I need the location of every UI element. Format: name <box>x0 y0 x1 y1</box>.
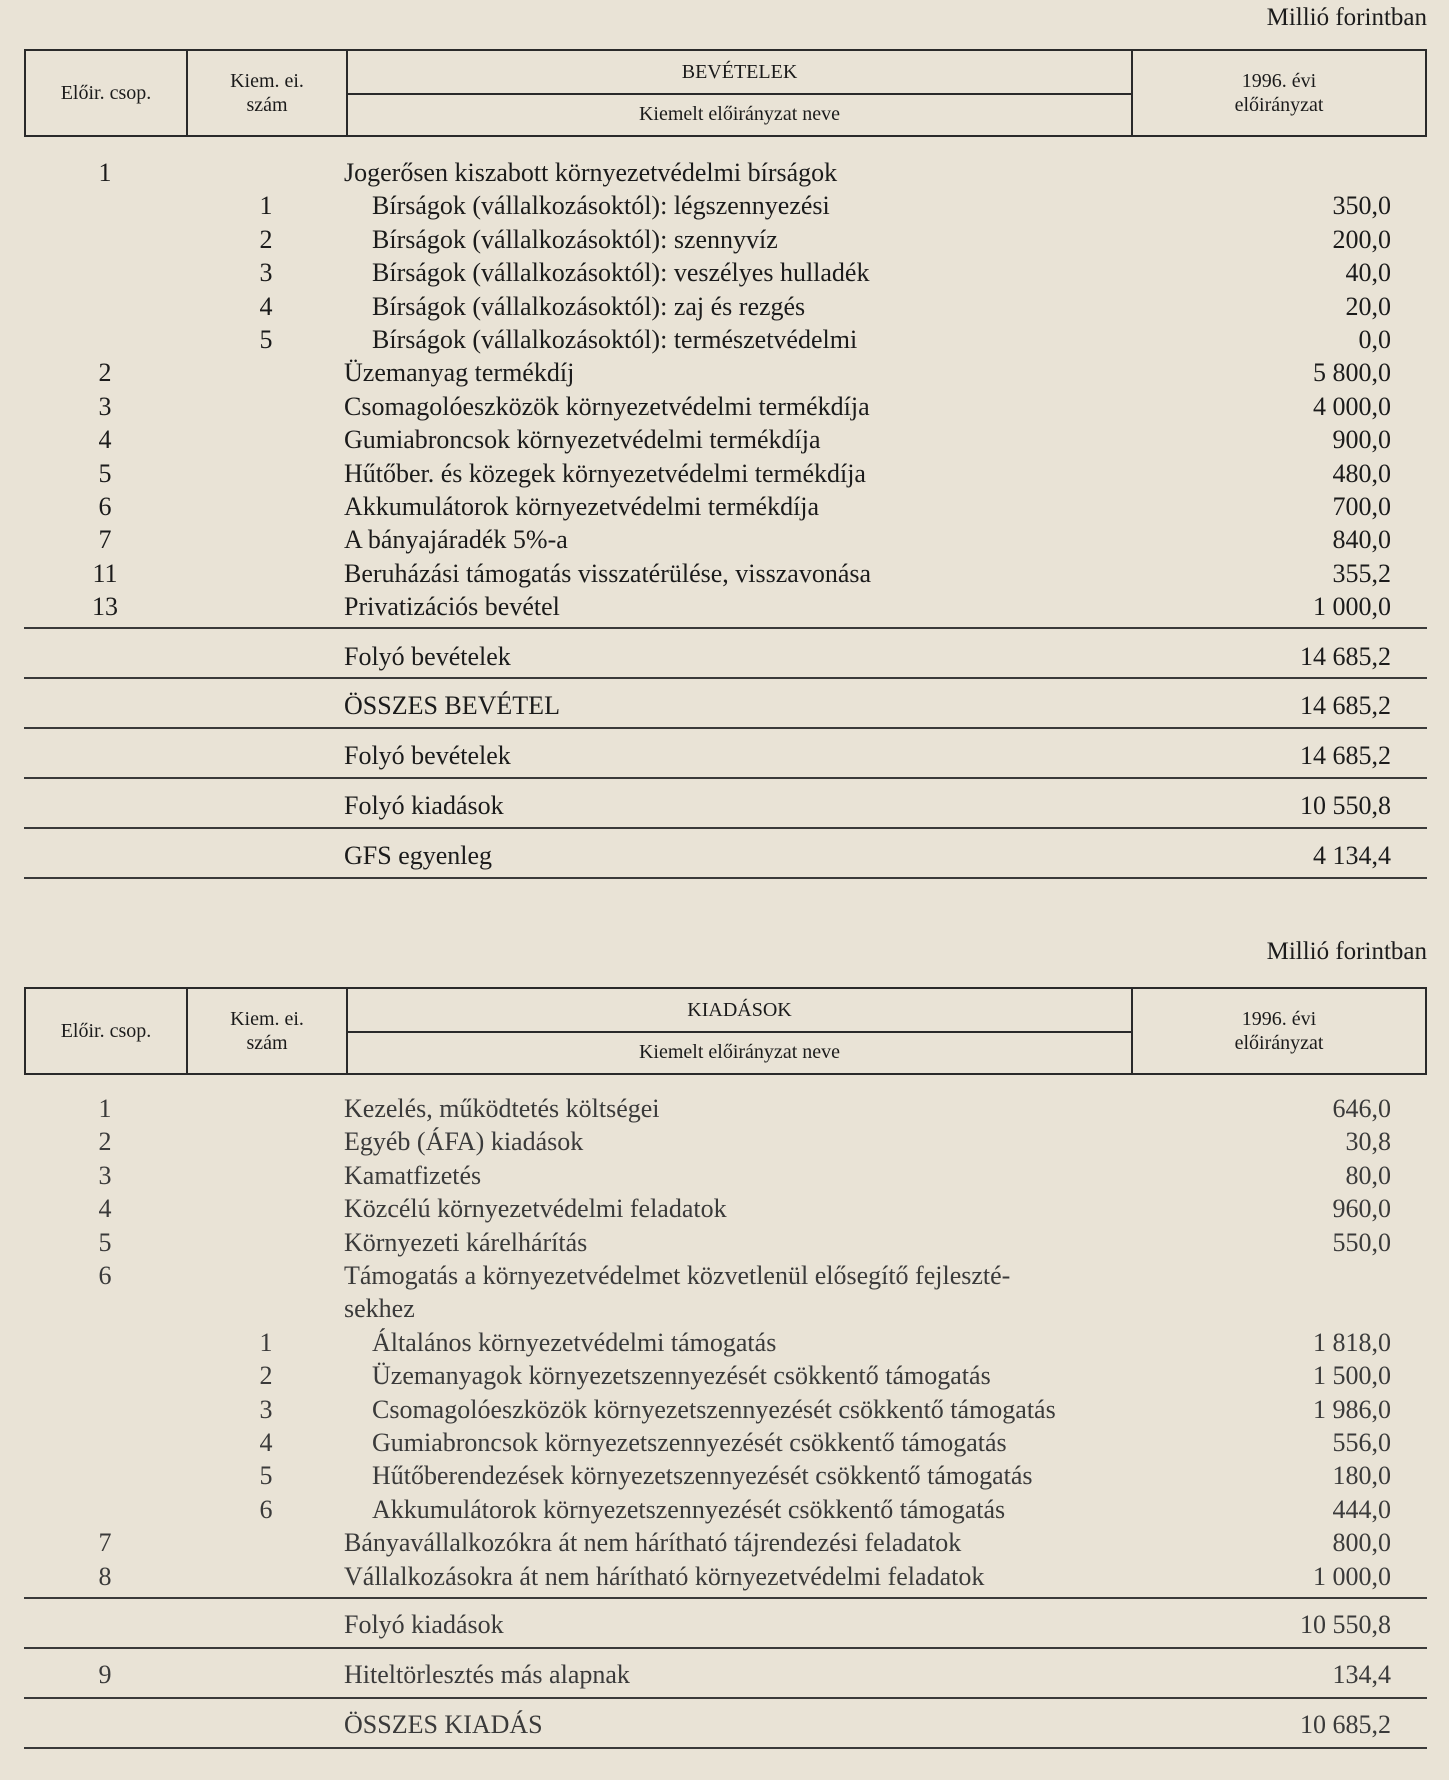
row-value: 10 550,8 <box>1300 1610 1391 1639</box>
unit-label: Millió forintban <box>1266 4 1427 31</box>
row-sub-number: 2 <box>259 1361 273 1391</box>
row-name: Támogatás a környezetvédelmet közvetlenül elősegítő fejleszté- <box>344 1261 1011 1290</box>
row-value: 444,0 <box>1332 1494 1391 1524</box>
row-value: 960,0 <box>1332 1194 1391 1224</box>
unit-label: Millió forintban <box>1266 938 1427 965</box>
row-name: Akkumulátorok környezetszennyezését csökkentő támogatás <box>372 1494 1006 1524</box>
row-name: Privatizációs bevétel <box>344 592 560 622</box>
row-group-number: 2 <box>98 358 112 388</box>
rule-line <box>24 777 1427 779</box>
table-row <box>24 457 1427 490</box>
row-group-number: 1 <box>98 158 112 187</box>
table-row <box>24 1493 1427 1526</box>
table-row <box>24 839 1427 872</box>
rule-line <box>24 1647 1427 1649</box>
row-name: Csomagolóeszközök környezetvédelmi termékdíja <box>344 391 870 421</box>
row-name: ÖSSZES BEVÉTEL <box>344 691 560 720</box>
row-name: Gumiabroncsok környezetvédelmi termékdíja <box>344 425 821 455</box>
table-row <box>24 1608 1427 1641</box>
row-value: 0,0 <box>1358 325 1391 354</box>
row-value: 10 685,2 <box>1300 1710 1391 1739</box>
row-value: 1 000,0 <box>1313 1561 1391 1591</box>
table-row <box>24 390 1427 423</box>
row-sub-number: 3 <box>259 1394 273 1424</box>
row-name: Vállalkozásokra át nem hárítható környezetvédelmi feladatok <box>344 1561 985 1591</box>
row-value: 800,0 <box>1332 1528 1391 1558</box>
row-name: Bírságok (vállalkozásoktól): zaj és rezgés <box>372 291 806 321</box>
row-sub-number: 4 <box>259 1428 273 1457</box>
table-row <box>24 1708 1427 1741</box>
row-name: Folyó kiadások <box>344 791 504 820</box>
row-group-number: 4 <box>98 425 112 455</box>
row-name: A bányajáradék 5%-a <box>344 525 568 555</box>
row-value: 550,0 <box>1332 1227 1391 1257</box>
row-value: 1 000,0 <box>1313 592 1391 622</box>
row-group-number: 8 <box>98 1561 112 1591</box>
row-sub-number: 5 <box>259 325 273 354</box>
rule-line <box>24 827 1427 829</box>
row-group-number: 2 <box>98 1127 112 1157</box>
rule-line <box>24 877 1427 879</box>
row-name: Csomagolóeszközök környezetszennyezését csökkentő támogatás <box>372 1394 1056 1424</box>
row-group-number: 13 <box>92 592 118 622</box>
header-value-col <box>1133 51 1425 135</box>
row-value: 480,0 <box>1332 458 1391 488</box>
expenditure-table-header <box>24 987 1427 1075</box>
header-name: Kiemelt előirányzat neve <box>638 102 840 125</box>
row-name: Gumiabroncsok környezetszennyezését csökkentő támogatás <box>372 1428 1007 1457</box>
table-row <box>24 1125 1427 1158</box>
row-group-number: 5 <box>98 1227 112 1257</box>
row-name: Bányavállalkozókra át nem hárítható tájrendezési feladatok <box>344 1528 962 1558</box>
row-name: ÖSSZES KIADÁS <box>344 1710 543 1739</box>
row-group-number: 4 <box>98 1194 112 1224</box>
row-name: Bírságok (vállalkozásoktól): szennyvíz <box>372 224 778 254</box>
rule-line <box>24 727 1427 729</box>
row-name: Bírságok (vállalkozásoktól): veszélyes hulladék <box>372 258 870 288</box>
row-value: 1 986,0 <box>1313 1394 1391 1424</box>
table-row <box>24 1526 1427 1559</box>
header-sub-col <box>188 989 348 1073</box>
row-name: Környezeti kárelhárítás <box>344 1227 588 1257</box>
row-value: 14 685,2 <box>1300 741 1391 770</box>
row-value: 134,4 <box>1332 1660 1391 1689</box>
row-sub-number: 5 <box>259 1461 273 1491</box>
table-row <box>24 1192 1427 1225</box>
table-row <box>24 256 1427 289</box>
row-value: 30,8 <box>1345 1127 1391 1157</box>
table-row <box>24 689 1427 722</box>
header-value-line2: előirányzat <box>1234 94 1324 116</box>
header-value-line1: 1996. évi <box>1241 1008 1317 1030</box>
table-row <box>24 290 1427 323</box>
row-group-number: 3 <box>98 1160 112 1190</box>
rule-line <box>24 627 1427 629</box>
table-row <box>24 1560 1427 1593</box>
row-sub-number: 4 <box>259 291 273 321</box>
row-name: Üzemanyag termékdíj <box>344 358 575 388</box>
row-name: Akkumulátorok környezetvédelmi termékdíja <box>344 492 820 521</box>
table-row <box>24 1459 1427 1492</box>
revenue-table-header <box>24 49 1427 137</box>
row-group-number: 7 <box>98 525 112 555</box>
row-name: Közcélú környezetvédelmi feladatok <box>344 1194 727 1224</box>
row-name: Hiteltörlesztés más alapnak <box>344 1660 630 1689</box>
row-group-number: 6 <box>98 1261 112 1290</box>
row-value: 556,0 <box>1332 1428 1391 1457</box>
row-name: Kamatfizetés <box>344 1160 482 1190</box>
row-value: 180,0 <box>1332 1461 1391 1491</box>
row-group-number: 11 <box>92 558 118 588</box>
row-group-number: 5 <box>98 458 112 488</box>
row-name: Beruházási támogatás visszatérülése, visszavonása <box>344 558 872 588</box>
row-group-number: 9 <box>98 1660 112 1689</box>
row-name: Bírságok (vállalkozásoktól): légszennyezési <box>372 191 830 221</box>
table-row <box>24 1092 1427 1125</box>
row-value: 900,0 <box>1332 425 1391 455</box>
row-value: 5 800,0 <box>1313 358 1391 388</box>
row-value: 646,0 <box>1332 1094 1391 1123</box>
table-row <box>24 523 1427 556</box>
row-name: sekhez <box>344 1294 415 1324</box>
table-row <box>24 590 1427 623</box>
row-value: 40,0 <box>1345 258 1391 288</box>
row-name: Folyó kiadások <box>344 1610 504 1639</box>
header-title: KIADÁSOK <box>348 989 1131 1033</box>
header-sub-line2: szám <box>246 1032 288 1054</box>
row-value: 80,0 <box>1345 1160 1391 1190</box>
header-title: BEVÉTELEK <box>348 51 1131 95</box>
row-value: 14 685,2 <box>1300 642 1391 671</box>
row-value: 840,0 <box>1332 525 1391 555</box>
header-name: Kiemelt előirányzat neve <box>638 1040 840 1063</box>
row-name: Folyó bevételek <box>344 642 511 671</box>
row-group-number: 7 <box>98 1528 112 1558</box>
row-sub-number: 1 <box>259 191 273 221</box>
table-row <box>24 356 1427 389</box>
rule-line <box>24 1747 1427 1749</box>
table-row <box>24 557 1427 590</box>
table-row <box>24 1393 1427 1426</box>
row-group-number: 1 <box>98 1094 112 1123</box>
row-value: 200,0 <box>1332 224 1391 254</box>
row-name: Hűtőber. és közegek környezetvédelmi termékdíja <box>344 458 866 488</box>
header-sub-line2: szám <box>246 94 288 116</box>
header-value-line1: 1996. évi <box>1241 70 1317 92</box>
row-name: Egyéb (ÁFA) kiadások <box>344 1127 584 1157</box>
table-row <box>24 156 1427 189</box>
rule-line <box>24 1597 1427 1599</box>
row-name: Üzemanyagok környezetszennyezését csökkentő támogatás <box>372 1361 991 1391</box>
row-name: Jogerősen kiszabott környezetvédelmi bírságok <box>344 158 838 187</box>
row-sub-number: 1 <box>259 1327 273 1357</box>
table-row <box>24 1359 1427 1392</box>
table-row <box>24 423 1427 456</box>
rule-line <box>24 1697 1427 1699</box>
row-value: 700,0 <box>1332 492 1391 521</box>
table-row <box>24 1226 1427 1259</box>
header-group-col: Előir. csop. <box>26 989 188 1073</box>
table-row <box>24 189 1427 222</box>
header-sub-line1: Kiem. ei. <box>230 70 304 92</box>
header-name-col <box>348 989 1133 1073</box>
header-sub-line1: Kiem. ei. <box>230 1008 304 1030</box>
row-sub-number: 3 <box>259 258 273 288</box>
row-name: Általános környezetvédelmi támogatás <box>372 1327 777 1357</box>
header-group-col: Előir. csop. <box>26 51 188 135</box>
table-row <box>24 1292 1427 1325</box>
header-name-col <box>348 51 1133 135</box>
table-row <box>24 1326 1427 1359</box>
table-row <box>24 323 1427 356</box>
row-value: 10 550,8 <box>1300 791 1391 820</box>
row-value: 1 500,0 <box>1313 1361 1391 1391</box>
row-name: Kezelés, működtetés költségei <box>344 1094 660 1123</box>
row-name: Folyó bevételek <box>344 741 511 770</box>
table-row <box>24 1658 1427 1691</box>
header-value-line2: előirányzat <box>1234 1032 1324 1054</box>
table-row <box>24 223 1427 256</box>
table-row <box>24 789 1427 822</box>
table-row <box>24 490 1427 523</box>
row-value: 1 818,0 <box>1313 1327 1391 1357</box>
row-value: 20,0 <box>1345 291 1391 321</box>
header-value-col <box>1133 989 1425 1073</box>
header-sub-col <box>188 51 348 135</box>
row-value: 350,0 <box>1332 191 1391 221</box>
row-group-number: 6 <box>98 492 112 521</box>
rule-line <box>24 677 1427 679</box>
row-name: GFS egyenleg <box>344 841 493 870</box>
row-value: 355,2 <box>1332 558 1391 588</box>
table-row <box>24 739 1427 772</box>
table-row <box>24 1426 1427 1459</box>
row-value: 4 134,4 <box>1313 841 1391 870</box>
table-row <box>24 1259 1427 1292</box>
table-row <box>24 640 1427 673</box>
row-value: 4 000,0 <box>1313 391 1391 421</box>
row-sub-number: 6 <box>259 1494 273 1524</box>
table-row <box>24 1159 1427 1192</box>
row-group-number: 3 <box>98 391 112 421</box>
row-name: Bírságok (vállalkozásoktól): természetvédelmi <box>372 325 858 354</box>
row-value: 14 685,2 <box>1300 691 1391 720</box>
row-sub-number: 2 <box>259 224 273 254</box>
row-name: Hűtőberendezések környezetszennyezését csökkentő támogatás <box>372 1461 1033 1491</box>
